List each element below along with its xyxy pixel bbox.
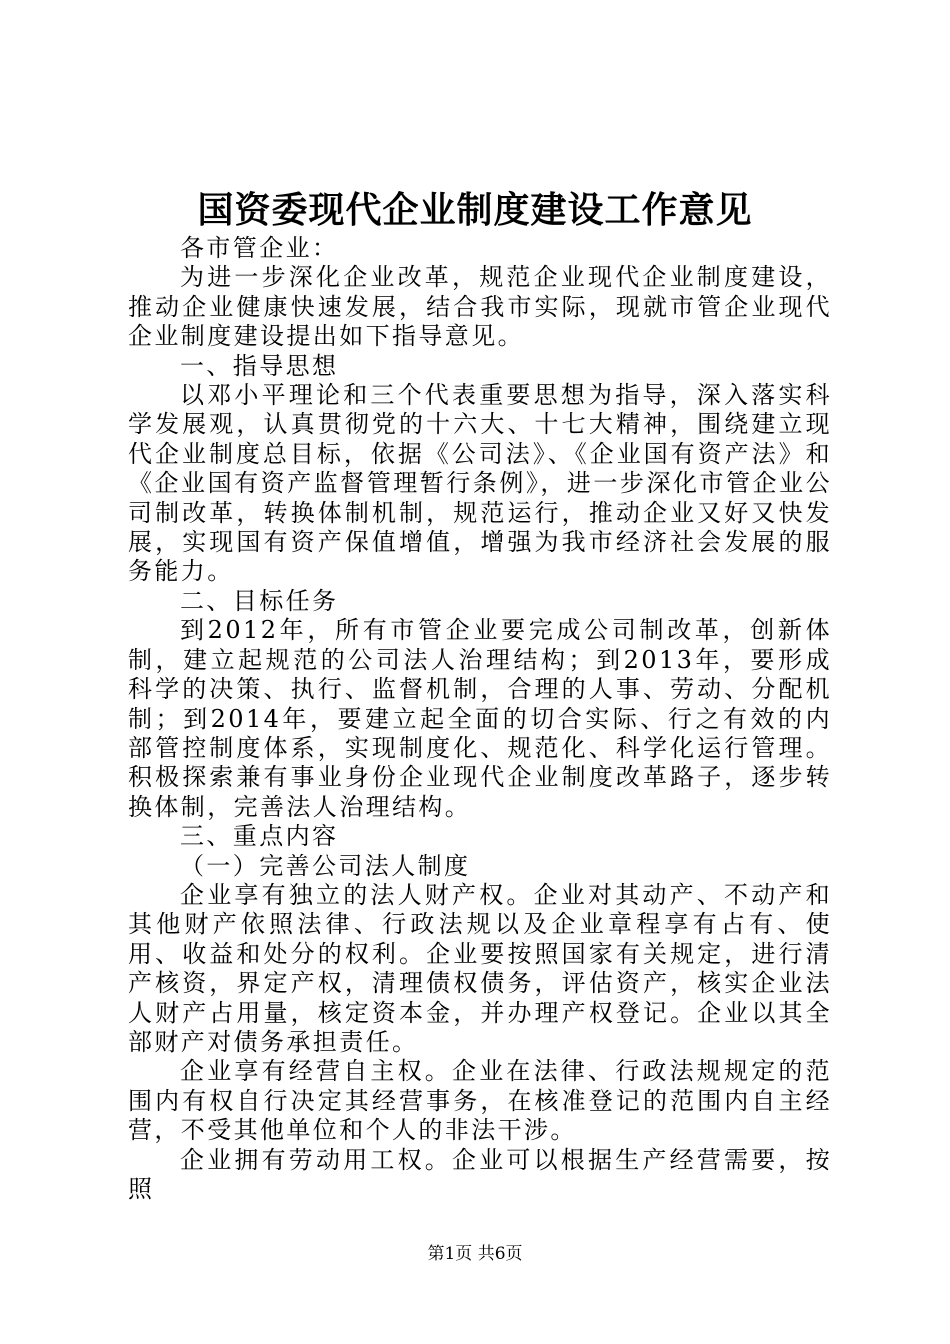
section-heading-guiding-thought: 一、指导思想	[180, 351, 339, 380]
section-heading-key-content: 三、重点内容	[180, 822, 339, 851]
guiding-thought-paragraph: 以邓小平理论和三个代表重要思想为指导，深入落实科学发展观，认真贯彻党的十六大、十七大精神，围绕建立现代企业制度总目标，依据《公司法》、《企业国有资产法》和《企业国有资产监督管理暂行条例》，进一步深化市管企业公司制改革，转换体制机制，规范运行，推动企业又好又快发展，实现国有资产保值增值，增强为我市经济社会发展的服务能力。	[128, 381, 832, 586]
section-heading-goals: 二、目标任务	[180, 586, 339, 615]
property-rights-paragraph: 企业享有独立的法人财产权。企业对其动产、不动产和其他财产依照法律、行政法规以及企业章程享有占有、使用、收益和处分的权利。企业要按照国家有关规定，进行清产核资，界定产权，清理债权债务，评估资产，核实企业法人财产占用量，核定资本金，并办理产权登记。企业以其全部财产对债务承担责任。	[128, 880, 832, 1056]
document-title: 国资委现代企业制度建设工作意见	[197, 189, 753, 231]
goals-paragraph: 到2012年，所有市管企业要完成公司制改革，创新体制，建立起规范的公司法人治理结构；到2013年，要形成科学的决策、执行、监督机制，合理的人事、劳动、分配机制；到2014年，要建立起全面的切合实际、行之有效的内部管控制度体系，实现制度化、规范化、科学化运行管理。积极探索兼有事业身份企业现代企业制度改革路子，逐步转换体制，完善法人治理结构。	[128, 616, 832, 821]
intro-paragraph: 为进一步深化企业改革，规范企业现代企业制度建设，推动企业健康快速发展，结合我市实际，现就市管企业现代企业制度建设提出如下指导意见。	[128, 263, 832, 351]
page-footer: 第1页 共6页	[427, 1244, 523, 1264]
salutation: 各市管企业：	[180, 234, 339, 262]
labor-rights-paragraph: 企业拥有劳动用工权。企业可以根据生产经营需要，按照	[128, 1145, 832, 1203]
subsection-heading-legal-person: （一）完善公司法人制度	[180, 851, 471, 880]
document-body	[128, 234, 832, 1204]
operating-autonomy-paragraph: 企业享有经营自主权。企业在法律、行政法规规定的范围内有权自行决定其经营事务，在核准登记的范围内自主经营，不受其他单位和个人的非法干涉。	[128, 1057, 832, 1145]
